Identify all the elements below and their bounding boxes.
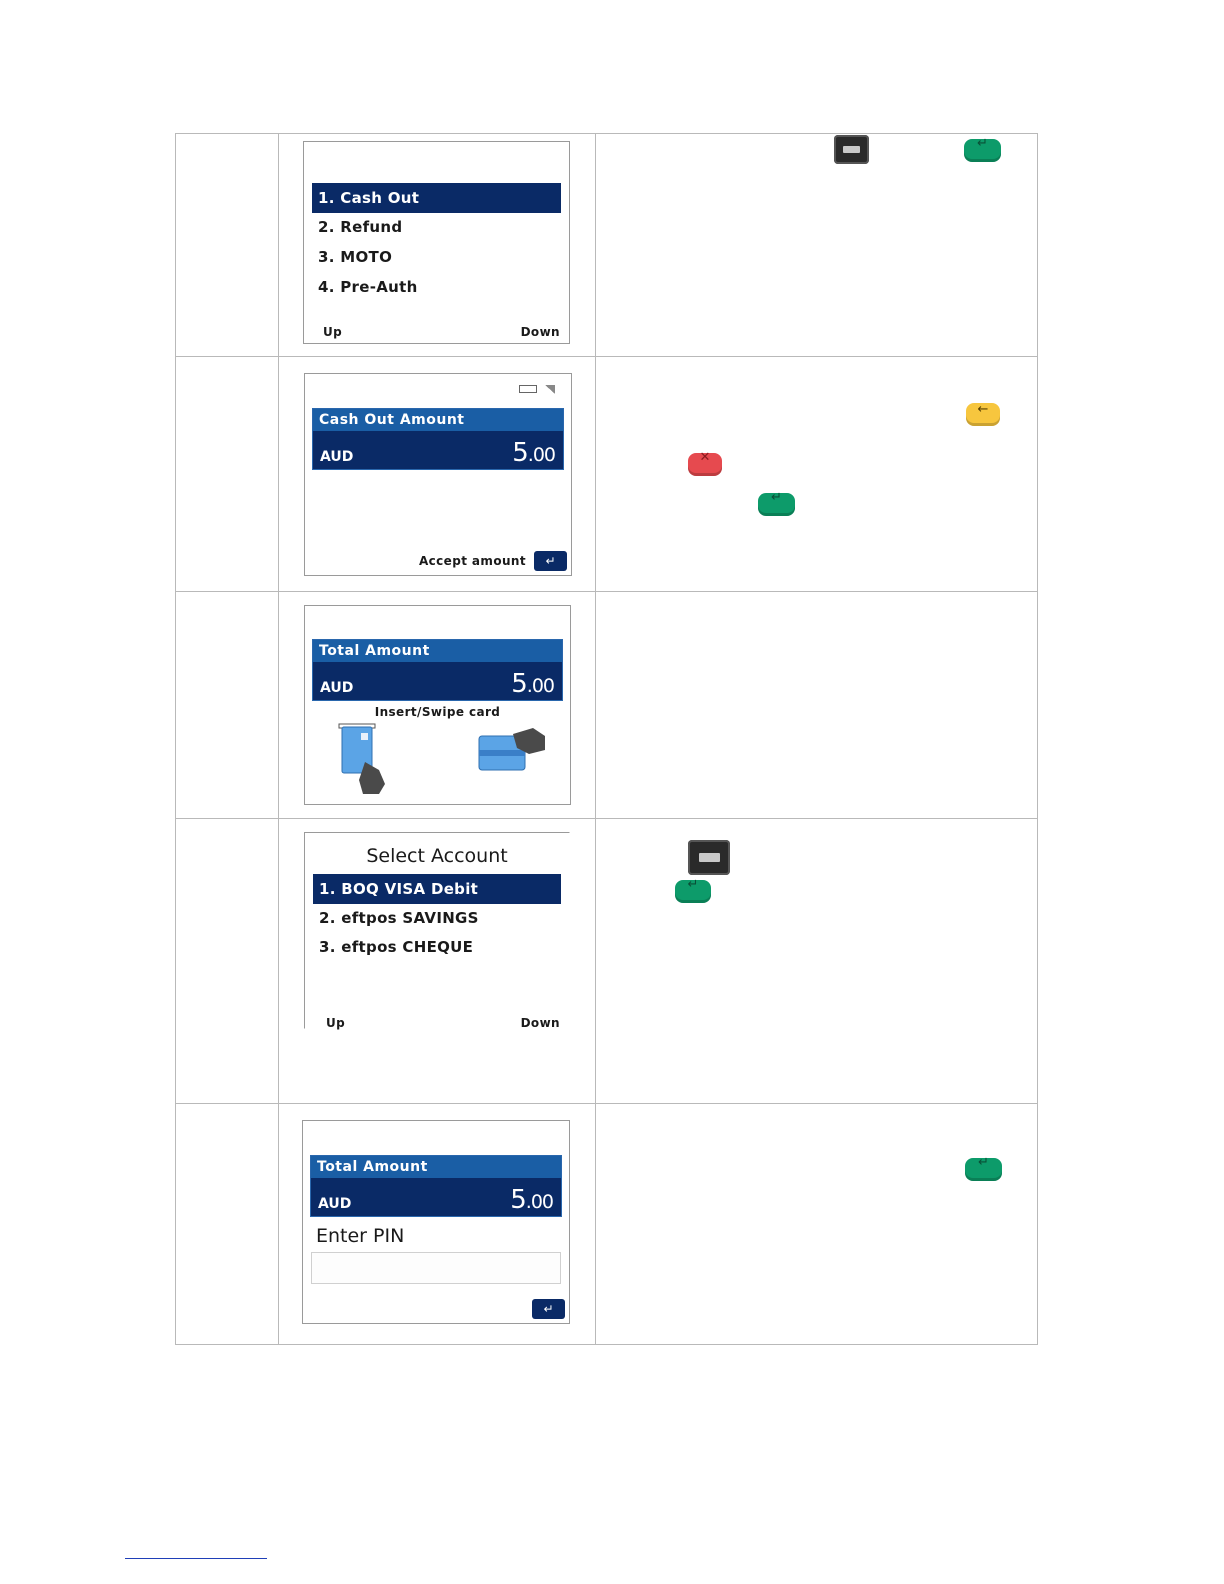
- battery-icon: [519, 385, 537, 393]
- function-key-icon: [688, 840, 730, 875]
- softkey-up[interactable]: Up: [326, 1016, 346, 1030]
- enter-glyph: ↵: [771, 490, 782, 505]
- terminal-screen-cash-out-amount: [304, 373, 572, 576]
- enter-key-icon: [964, 136, 1001, 162]
- function-key-icon: [834, 135, 869, 164]
- row-divider-4: [175, 1103, 1038, 1104]
- softkey-down[interactable]: Down: [520, 1016, 560, 1030]
- column-divider-1: [278, 133, 279, 1345]
- signal-icon: [545, 385, 555, 394]
- row-divider-3: [175, 818, 1038, 819]
- pin-input-field[interactable]: [311, 1252, 561, 1284]
- enter-glyph: ↵: [977, 136, 988, 151]
- clear-glyph: ←: [977, 402, 989, 417]
- account-item-eftpos-savings[interactable]: 2. eftpos SAVINGS: [319, 909, 479, 927]
- footer-link-underline: [125, 1558, 267, 1559]
- clear-key-icon: [966, 403, 1000, 426]
- row-divider-1: [175, 356, 1038, 357]
- currency-label: AUD: [318, 1196, 352, 1212]
- amount-value: 5.00: [511, 669, 554, 699]
- enter-glyph: ↵: [687, 877, 699, 892]
- cancel-key-icon: [688, 450, 722, 476]
- amount-header: Cash Out Amount: [313, 409, 563, 431]
- swipe-card-icon: [477, 726, 549, 776]
- terminal-screen-select-account: [304, 832, 570, 1029]
- currency-label: AUD: [320, 449, 354, 465]
- account-item-eftpos-cheque[interactable]: 3. eftpos CHEQUE: [319, 938, 474, 956]
- amount-panel: [312, 408, 564, 470]
- accept-enter-button[interactable]: ↵: [534, 551, 567, 571]
- enter-key-icon: [675, 877, 711, 903]
- menu-item-refund[interactable]: 2. Refund: [318, 218, 403, 236]
- row-divider-2: [175, 591, 1038, 592]
- softkey-down[interactable]: Down: [520, 325, 560, 339]
- enter-pin-label: Enter PIN: [316, 1225, 405, 1247]
- amount-header: Total Amount: [313, 640, 562, 662]
- account-item-boq-visa-debit[interactable]: 1. BOQ VISA Debit: [313, 874, 561, 904]
- enter-key-icon: [965, 1155, 1002, 1181]
- amount-panel: [310, 1155, 562, 1217]
- column-divider-2: [595, 133, 596, 1345]
- amount-value: 5.00: [510, 1185, 553, 1215]
- accept-amount-label: Accept amount: [418, 554, 526, 568]
- amount-value: 5.00: [512, 438, 555, 468]
- terminal-screen-enter-pin: [302, 1120, 570, 1324]
- amount-header: Total Amount: [311, 1156, 561, 1178]
- menu-item-pre-auth[interactable]: 4. Pre-Auth: [318, 278, 418, 296]
- terminal-screen-transaction-menu: [303, 141, 570, 344]
- amount-panel: [312, 639, 563, 701]
- insert-swipe-prompt: Insert/Swipe card: [374, 705, 501, 719]
- enter-key-icon: [758, 490, 795, 516]
- softkey-up[interactable]: Up: [323, 325, 343, 339]
- cancel-glyph: ✕: [699, 450, 711, 465]
- terminal-screen-insert-swipe: [304, 605, 571, 805]
- menu-item-moto[interactable]: 3. MOTO: [318, 248, 393, 266]
- enter-glyph: ↵: [978, 1155, 989, 1170]
- insert-card-icon: [337, 722, 389, 794]
- select-account-title: Select Account: [366, 845, 508, 867]
- currency-label: AUD: [320, 680, 354, 696]
- menu-item-cash-out[interactable]: 1. Cash Out: [312, 183, 561, 213]
- pin-enter-button[interactable]: ↵: [532, 1299, 565, 1319]
